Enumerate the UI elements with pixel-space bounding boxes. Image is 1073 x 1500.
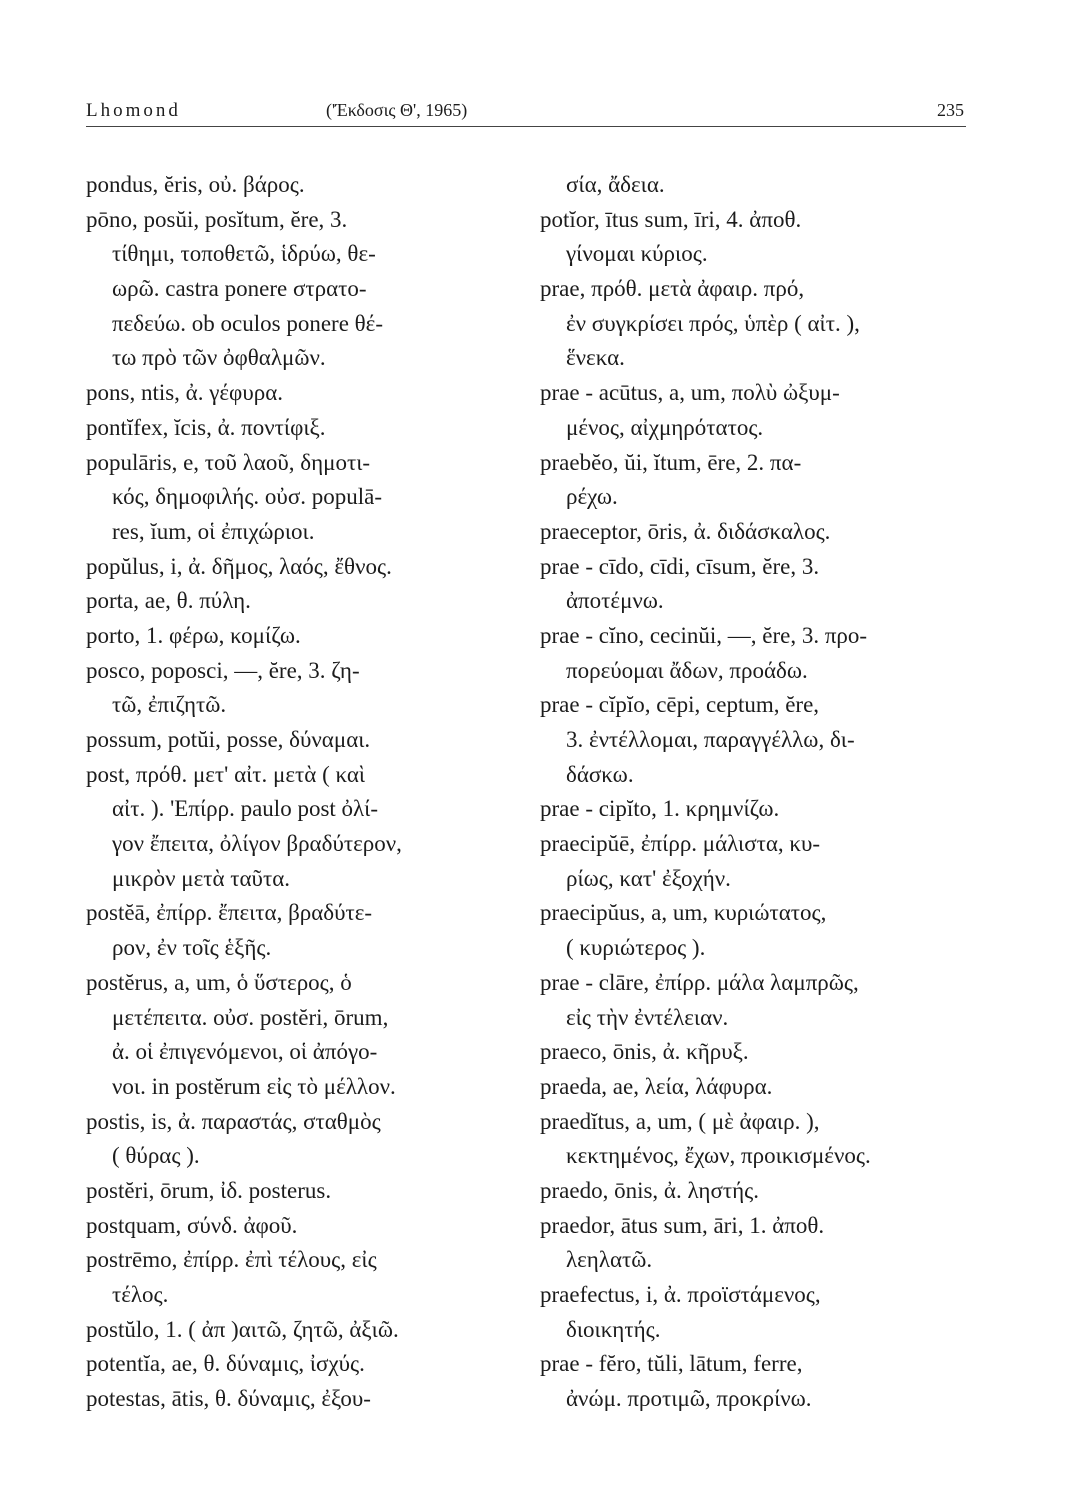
edition-note: ('Έκδοσις Θ', 1965)	[326, 100, 468, 120]
dictionary-line: postŭlo, 1. ( ἀπ )αιτῶ, ζητῶ, ἀξιῶ.	[86, 1316, 399, 1342]
left-column	[86, 168, 516, 1417]
dictionary-line: porta, ae, θ. πύλη.	[86, 588, 251, 614]
dictionary-line: σία, ἄδεια.	[566, 172, 665, 197]
dictionary-line: ἀ. οἱ ἐπιγενόμενοι, οἱ ἀπόγο-	[112, 1039, 378, 1065]
dictionary-line: ( θύρας ).	[112, 1143, 200, 1169]
dictionary-line: πεδεύω. ob oculos ponere θέ-	[112, 310, 384, 336]
dictionary-line: prae - fĕro, tŭli, lātum, ferre,	[540, 1351, 803, 1377]
dictionary-line: ἕνεκα.	[566, 345, 625, 371]
dictionary-line: διοικητής.	[566, 1316, 661, 1342]
dictionary-line: μικρὸν μετὰ ταῦτα.	[112, 865, 290, 891]
dictionary-line: postĕrus, a, um, ὁ ὕστερος, ὁ	[86, 969, 352, 995]
dictionary-line: postis, is, ἀ. παραστάς, σταθμὸς	[86, 1108, 381, 1134]
dictionary-line: porto, 1. φέρω, κομίζω.	[86, 622, 301, 648]
dictionary-line: τέλος.	[112, 1282, 169, 1307]
dictionary-line: ωρῶ. castra ponere στρατο-	[112, 276, 367, 302]
dictionary-line: εἰς τὴν ἐντέλειαν.	[566, 1004, 729, 1030]
dictionary-line: praeda, ae, λεία, λάφυρα.	[540, 1073, 773, 1099]
dictionary-line: res, ĭum, οἱ ἐπιχώριοι.	[112, 518, 315, 544]
dictionary-line: prae - cipĭto, 1. κρημνίζω.	[540, 796, 780, 822]
dictionary-line: τω πρὸ τῶν ὀφθαλμῶν.	[112, 345, 326, 371]
dictionary-line: γίνομαι κύριος.	[566, 241, 708, 267]
dictionary-line: praeceptor, ōris, ἀ. διδάσκαλος.	[540, 518, 831, 544]
dictionary-line: prae - cīdo, cīdi, cīsum, ĕre, 3.	[540, 553, 820, 579]
dictionary-line: ρίως, κατ' ἐξοχήν.	[566, 865, 731, 891]
dictionary-line: 3. ἐντέλλομαι, παραγγέλλω, δι-	[566, 727, 855, 752]
dictionary-line: posco, poposci, —, ĕre, 3. ζη-	[86, 657, 360, 683]
running-title: Lhomond	[86, 100, 181, 121]
dictionary-line: prae - cĭpĭo, cēpi, ceptum, ĕre,	[540, 692, 820, 718]
dictionary-line: pondus, ĕris, οὐ. βάρος.	[86, 172, 305, 197]
dictionary-line: pōno, posŭi, posĭtum, ĕre, 3.	[86, 206, 348, 232]
dictionary-line: pontĭfex, ĭcis, ἀ. ποντίφιξ.	[86, 414, 326, 440]
dictionary-line: μετέπειτα. οὐσ. postĕri, ōrum,	[112, 1004, 389, 1030]
dictionary-line: praecipŭus, a, um, κυριώτατος,	[540, 900, 827, 926]
dictionary-line: praecipŭē, ἐπίρρ. μάλιστα, κυ-	[540, 831, 821, 857]
dictionary-line: δάσκω.	[566, 761, 634, 787]
dictionary-line: postĕā, ἐπίρρ. ἔπειτα, βραδύτε-	[86, 900, 373, 926]
dictionary-line: postrēmo, ἐπίρρ. ἐπὶ τέλους, εἰς	[86, 1247, 377, 1273]
dictionary-line: τῶ, ἐπιζητῶ.	[112, 692, 227, 718]
dictionary-line: αἰτ. ). 'Επίρρ. paulo post ὀλί-	[112, 796, 379, 822]
dictionary-line: ἀνώμ. προτιμῶ, προκρίνω.	[566, 1386, 812, 1412]
dictionary-line: praefectus, i, ἀ. προϊστάμενος,	[540, 1282, 821, 1307]
dictionary-line: prae, πρόθ. μετὰ ἀφαιρ. πρό,	[540, 276, 805, 302]
dictionary-line: populāris, e, τοῦ λαοῦ, δημοτι-	[86, 449, 371, 475]
dictionary-line: praedo, ōnis, ἀ. ληστής.	[540, 1177, 759, 1203]
dictionary-line: praedĭtus, a, um, ( μὲ ἀφαιρ. ),	[540, 1108, 820, 1134]
dictionary-line: ἀποτέμνω.	[566, 588, 664, 614]
dictionary-line: possum, potŭi, posse, δύναμαι.	[86, 727, 371, 752]
header-rule	[86, 126, 966, 127]
dictionary-line: νοι. in postĕrum εἰς τὸ μέλλον.	[112, 1073, 396, 1099]
dictionary-line: prae - acūtus, a, um, πολὺ ὠξυμ-	[540, 380, 840, 406]
dictionary-line: πορεύομαι ἄδων, προάδω.	[566, 657, 808, 683]
page-number: 235	[937, 100, 964, 120]
dictionary-line: γον ἔπειτα, ὀλίγον βραδύτερον,	[112, 831, 402, 857]
dictionary-line: postĕri, ōrum, ἰδ. posterus.	[86, 1177, 332, 1203]
dictionary-line: ρέχω.	[566, 484, 618, 510]
dictionary-line: popŭlus, i, ἀ. δῆμος, λαός, ἔθνος.	[86, 553, 392, 579]
dictionary-line: prae - clāre, ἐπίρρ. μάλα λαμπρῶς,	[540, 969, 859, 995]
dictionary-line: κεκτημένος, ἔχων, προικισμένος.	[566, 1143, 871, 1169]
dictionary-line: μένος, αἰχμηρότατος.	[566, 414, 764, 440]
dictionary-line: ρον, ἐν τοῖς ἑξῆς.	[112, 935, 272, 961]
dictionary-line: potĭor, ītus sum, īri, 4. ἀποθ.	[540, 206, 802, 232]
dictionary-line: pons, ntis, ἀ. γέφυρα.	[86, 380, 283, 406]
dictionary-line: potentĭa, ae, θ. δύναμις, ἰσχύς.	[86, 1351, 365, 1377]
dictionary-line: praebĕo, ŭi, ĭtum, ēre, 2. πα-	[540, 449, 802, 475]
dictionary-line: prae - cĭno, cecinŭi, —, ĕre, 3. προ-	[540, 622, 868, 648]
dictionary-line: praeco, ōnis, ἀ. κῆρυξ.	[540, 1039, 749, 1065]
dictionary-line: postquam, σύνδ. ἀφοῦ.	[86, 1212, 298, 1238]
dictionary-line: potestas, ātis, θ. δύναμις, ἐξου-	[86, 1386, 371, 1412]
dictionary-line: λεηλατῶ.	[566, 1247, 653, 1273]
right-column	[540, 168, 970, 1417]
dictionary-line: praedor, ātus sum, āri, 1. ἀποθ.	[540, 1212, 825, 1238]
dictionary-line: ( κυριώτερος ).	[566, 935, 706, 961]
dictionary-line: κός, δημοφιλής. οὐσ. populā-	[112, 484, 382, 510]
dictionary-line: τίθημι, τοποθετῶ, ἱδρύω, θε-	[112, 241, 376, 267]
dictionary-line: post, πρόθ. μετ' αἰτ. μετὰ ( καὶ	[86, 761, 366, 787]
dictionary-line: ἐν συγκρίσει πρός, ὑπὲρ ( αἰτ. ),	[566, 310, 860, 336]
